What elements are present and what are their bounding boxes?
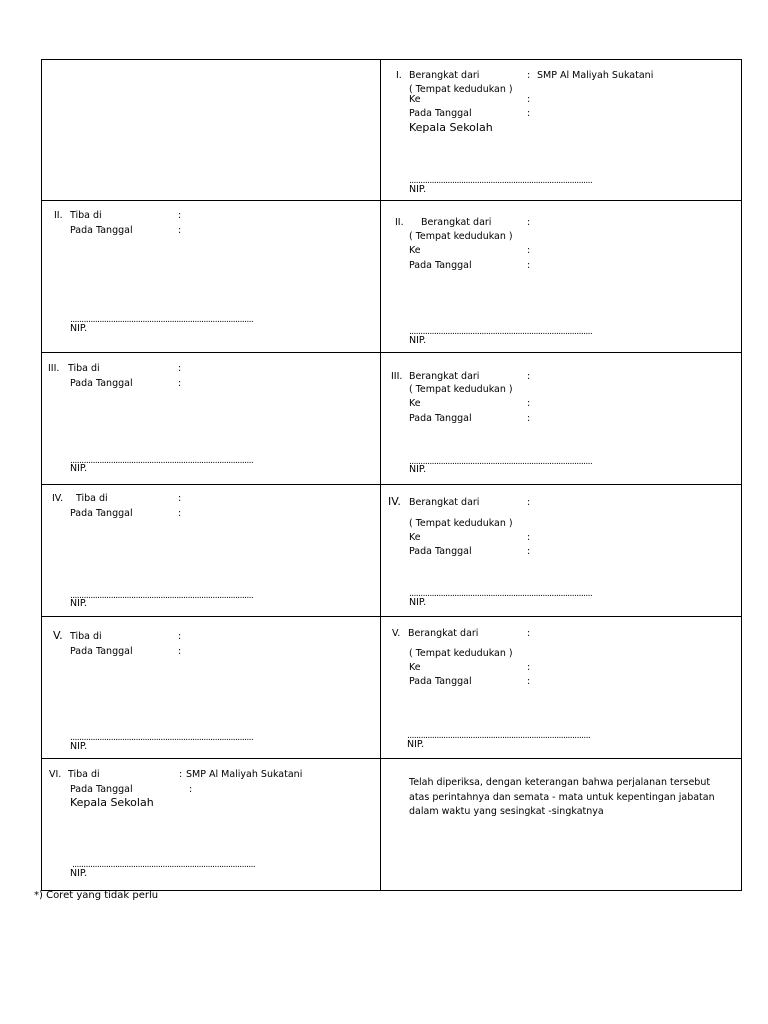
kepala-sekolah-label: Kepala Sekolah <box>409 121 493 134</box>
ke-label: Ke <box>409 245 421 256</box>
signature-line: ................................................................................. <box>70 315 254 325</box>
pada-tanggal-label: Pada Tanggal <box>409 676 472 687</box>
pada-tanggal-label: Pada Tanggal <box>70 378 133 389</box>
signature-line: ................................................................................. <box>409 327 593 337</box>
colon: : <box>179 769 183 780</box>
row1-right-cell <box>380 59 742 201</box>
row2-right-cell <box>380 200 742 353</box>
colon: : <box>527 628 531 639</box>
roman-numeral: I. <box>396 70 402 81</box>
colon: : <box>527 532 531 543</box>
row6-left-cell <box>41 758 381 891</box>
pada-tanggal-label: Pada Tanggal <box>70 784 133 795</box>
ke-label: Ke <box>409 532 421 543</box>
signature-line: ................................................................................. <box>409 589 593 599</box>
tiba-di-label: Tiba di <box>68 769 100 780</box>
colon: : <box>178 646 182 657</box>
colon: : <box>189 784 193 795</box>
nip-label: NIP. <box>409 184 427 195</box>
berangkat-dari-label: Berangkat dari <box>409 371 480 382</box>
school-name: SMP Al Maliyah Sukatani <box>537 70 654 81</box>
pada-tanggal-label: Pada Tanggal <box>409 413 472 424</box>
ke-label: Ke <box>409 94 421 105</box>
verification-note-line-2: atas perintahnya dan semata - mata untuk kepentingan jabatan <box>409 792 715 803</box>
colon: : <box>527 70 531 81</box>
colon: : <box>527 398 531 409</box>
signature-line: ................................................................................. <box>72 860 256 870</box>
colon: : <box>178 363 182 374</box>
roman-numeral: V. <box>392 628 401 639</box>
tiba-di-label: Tiba di <box>70 631 102 642</box>
row3-left-cell <box>41 352 381 485</box>
pada-tanggal-label: Pada Tanggal <box>70 225 133 236</box>
colon: : <box>527 108 531 119</box>
colon: : <box>527 217 531 228</box>
pada-tanggal-label: Pada Tanggal <box>409 546 472 557</box>
signature-line: ................................................................................. <box>70 733 254 743</box>
nip-label: NIP. <box>70 598 88 609</box>
row6-right-cell <box>380 758 742 891</box>
colon: : <box>527 497 531 508</box>
roman-numeral: V. <box>53 629 63 642</box>
colon: : <box>527 662 531 673</box>
tempat-kedudukan-label: ( Tempat kedudukan ) <box>409 648 513 659</box>
tiba-di-label: Tiba di <box>76 493 108 504</box>
signature-line: ................................................................................. <box>409 176 593 186</box>
colon: : <box>527 676 531 687</box>
signature-line: ................................................................................. <box>407 731 591 741</box>
nip-label: NIP. <box>70 868 88 879</box>
colon: : <box>527 94 531 105</box>
colon: : <box>178 493 182 504</box>
pada-tanggal-label: Pada Tanggal <box>409 260 472 271</box>
pada-tanggal-label: Pada Tanggal <box>409 108 472 119</box>
roman-numeral: II. <box>395 217 404 228</box>
row5-right-cell <box>380 616 742 759</box>
nip-label: NIP. <box>407 739 425 750</box>
row2-left-cell <box>41 200 381 353</box>
verification-note-line-1: Telah diperiksa, dengan keterangan bahwa perjalanan tersebut <box>409 777 711 788</box>
nip-label: NIP. <box>70 463 88 474</box>
colon: : <box>527 371 531 382</box>
tempat-kedudukan-label: ( Tempat kedudukan ) <box>409 84 513 95</box>
berangkat-dari-label: Berangkat dari <box>408 628 479 639</box>
signature-line: ................................................................................. <box>409 457 593 467</box>
kepala-sekolah-label: Kepala Sekolah <box>70 796 154 809</box>
nip-label: NIP. <box>70 741 88 752</box>
colon: : <box>527 413 531 424</box>
colon: : <box>178 508 182 519</box>
pada-tanggal-label: Pada Tanggal <box>70 508 133 519</box>
colon: : <box>527 245 531 256</box>
row5-left-cell <box>41 616 381 759</box>
colon: : <box>178 210 182 221</box>
roman-numeral: III. <box>48 363 60 374</box>
row4-right-cell <box>380 484 742 617</box>
ke-label: Ke <box>409 662 421 673</box>
signature-line: ................................................................................. <box>70 591 254 601</box>
school-name: SMP Al Maliyah Sukatani <box>186 769 303 780</box>
tempat-kedudukan-label: ( Tempat kedudukan ) <box>409 518 513 529</box>
ke-label: Ke <box>409 398 421 409</box>
tempat-kedudukan-label: ( Tempat kedudukan ) <box>409 384 513 395</box>
nip-label: NIP. <box>409 597 427 608</box>
roman-numeral: III. <box>391 371 403 382</box>
nip-label: NIP. <box>409 464 427 475</box>
colon: : <box>178 378 182 389</box>
verification-note-line-3: dalam waktu yang sesingkat -singkatnya <box>409 806 604 817</box>
footnote: *) Coret yang tidak perlu <box>34 890 159 901</box>
row1-left-cell <box>41 59 381 201</box>
nip-label: NIP. <box>70 323 88 334</box>
row3-right-cell <box>380 352 742 485</box>
berangkat-dari-label: Berangkat dari <box>409 70 480 81</box>
signature-line: ................................................................................. <box>70 456 254 466</box>
colon: : <box>178 631 182 642</box>
roman-numeral: IV. <box>388 495 401 508</box>
tiba-di-label: Tiba di <box>68 363 100 374</box>
roman-numeral: VI. <box>49 769 62 780</box>
roman-numeral: II. <box>54 210 63 221</box>
nip-label: NIP. <box>409 335 427 346</box>
colon: : <box>178 225 182 236</box>
berangkat-dari-label: Berangkat dari <box>421 217 492 228</box>
colon: : <box>527 546 531 557</box>
row4-left-cell <box>41 484 381 617</box>
berangkat-dari-label: Berangkat dari <box>409 497 480 508</box>
roman-numeral: IV. <box>52 493 64 504</box>
colon: : <box>527 260 531 271</box>
tempat-kedudukan-label: ( Tempat kedudukan ) <box>409 231 513 242</box>
tiba-di-label: Tiba di <box>70 210 102 221</box>
pada-tanggal-label: Pada Tanggal <box>70 646 133 657</box>
